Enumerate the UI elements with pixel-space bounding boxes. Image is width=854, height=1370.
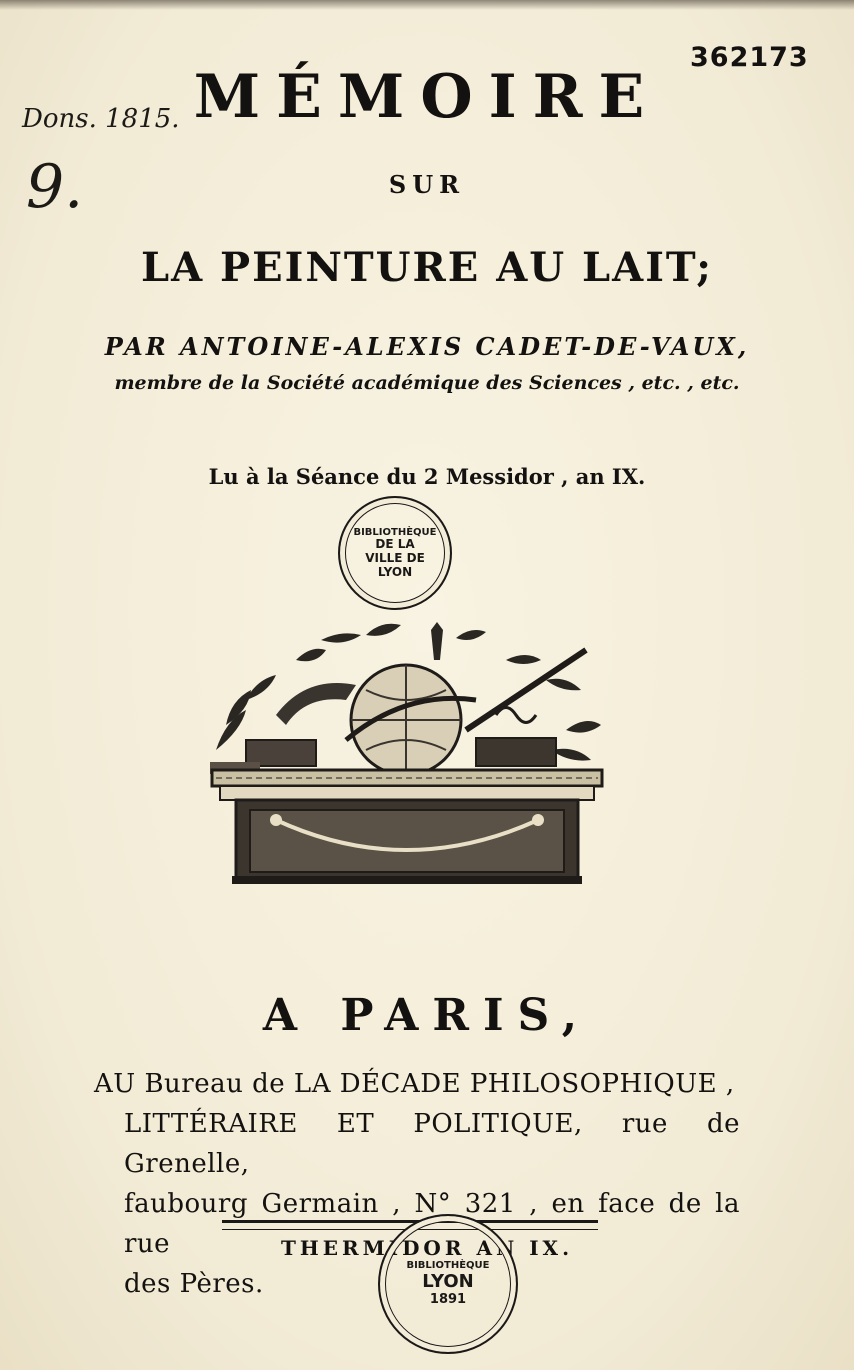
- library-stamp-icon: [378, 1214, 518, 1354]
- title-connector: SUR: [388, 170, 466, 199]
- publisher-line: LITTÉRAIRE ET POLITIQUE, rue de Grenelle,: [124, 1109, 740, 1179]
- author-membership: membre de la Société académique des Sciences , etc. , etc.: [114, 372, 740, 394]
- catalog-number: 362173: [690, 42, 809, 73]
- library-stamp-icon: [338, 496, 452, 610]
- handwritten-number: 9.: [26, 152, 84, 222]
- stamp-text-line: VILLE DE: [365, 550, 425, 565]
- publisher-line: AU Bureau de LA DÉCADE PHILOSOPHIQUE ,: [94, 1069, 735, 1099]
- stamp-text-line: DE LA: [375, 537, 415, 552]
- stamp-text-line: LYON: [422, 1270, 474, 1292]
- publisher-line: faubourg Germain , N° 321 , en face de la rue: [124, 1189, 740, 1259]
- stamp-text-line: LYON: [377, 564, 413, 579]
- publication-date: THERMIDOR AN IX.: [280, 1236, 574, 1260]
- page-subtitle: LA PEINTURE AU LAIT;: [140, 244, 714, 291]
- author-line: PAR ANTOINE-ALEXIS CADET-DE-VAUX,: [104, 332, 750, 361]
- page-title: MÉMOIRE: [193, 62, 661, 132]
- handwritten-donation-note: Dons. 1815.: [22, 104, 180, 134]
- publisher-line: des Pères.: [124, 1269, 264, 1299]
- scan-edge-shadow: [0, 0, 854, 10]
- stamp-text-line: 1891: [429, 1291, 467, 1307]
- stamp-text-line: BIBLIOTHÈQUE: [406, 1260, 490, 1272]
- decorative-vignette-icon: [206, 620, 608, 886]
- stamp-text-line: BIBLIOTHÈQUE: [353, 526, 437, 538]
- reading-note: Lu à la Séance du 2 Messidor , an IX.: [208, 464, 646, 489]
- publication-place: A PARIS,: [262, 990, 592, 1041]
